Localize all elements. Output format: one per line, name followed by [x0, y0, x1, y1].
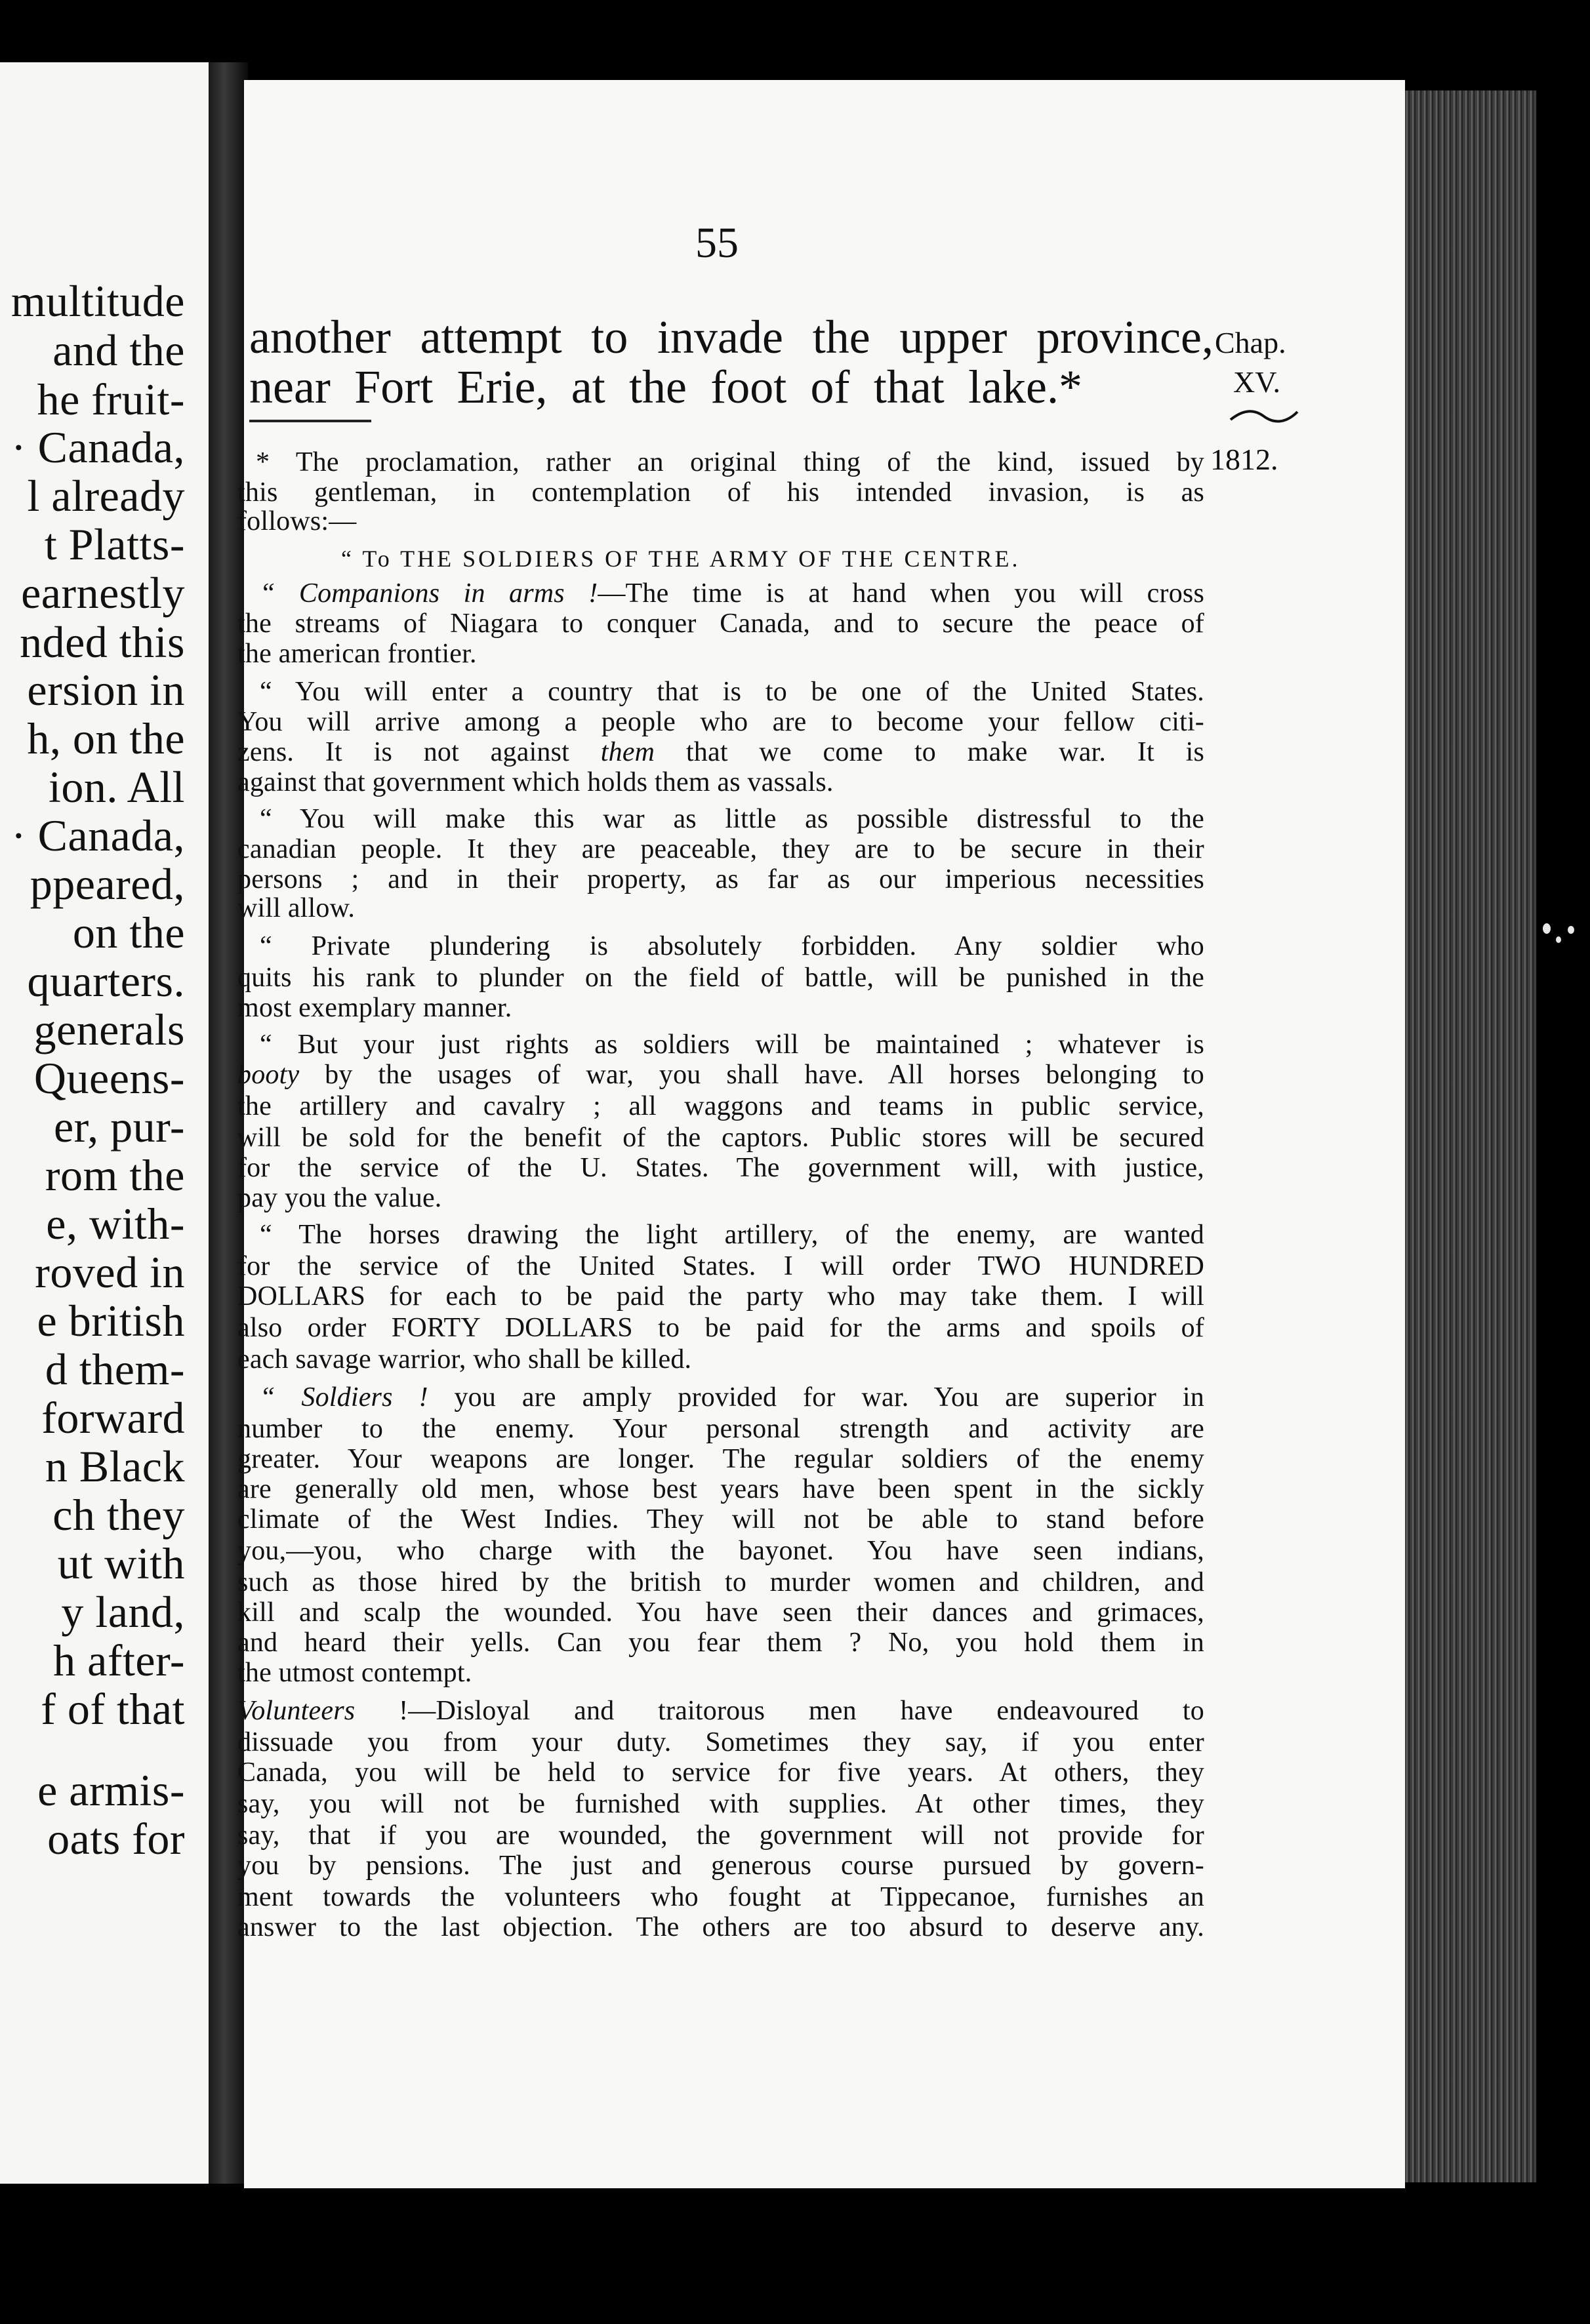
footnote-line: against that government which holds them as vassals.	[237, 767, 834, 797]
footnote-line: you,—you, who charge with the bayonet. You have seen indians,	[237, 1536, 1204, 1566]
body-line-1: another attempt to invade the upper province,	[249, 311, 1213, 363]
left-page-line-fragment: ch they	[52, 1490, 185, 1540]
margin-chapter-label: Chap.	[1215, 326, 1286, 359]
footnote-line: are generally old men, whose best years have been spent in the sickly	[237, 1474, 1204, 1504]
footnote-line: “ But your just rights as soldiers will be maintained ; whatever is	[260, 1030, 1204, 1060]
left-page-line-fragment: l already	[27, 471, 185, 521]
left-page-line-fragment: f of that	[41, 1684, 185, 1734]
page-edges	[1405, 90, 1536, 2182]
left-page-line-fragment: he fruit-	[37, 374, 185, 424]
left-page-line-fragment: multitude	[10, 276, 185, 326]
footnote-line: greater. Your weapons are longer. The regular soldiers of the enemy	[237, 1444, 1204, 1474]
scan-speck	[1543, 923, 1551, 934]
left-page-line-fragment: Queens-	[33, 1053, 185, 1103]
footnote-line: each savage warrior, who shall be killed.	[237, 1344, 692, 1374]
left-page-line-fragment: ion. All	[48, 762, 185, 812]
footnote-line: “ You will enter a country that is to be one of the United States.	[260, 677, 1204, 707]
footnote-line: “ You will make this war as little as possible distressful to the	[260, 804, 1204, 834]
left-page-line-fragment: on the	[72, 908, 185, 957]
footnote-rule	[249, 420, 371, 422]
footnote-line: “ Private plundering is absolutely forbidden. Any soldier who	[260, 931, 1204, 961]
left-page-line-fragment: e armis-	[37, 1765, 185, 1815]
left-page-line-fragment: earnestly	[21, 568, 185, 618]
footnote-line: the artillery and cavalry ; all waggons and teams in public service,	[237, 1091, 1204, 1121]
left-page	[0, 62, 209, 2184]
footnote-line: for the service of the United States. I will order TWO HUNDRED	[237, 1251, 1204, 1281]
left-page-line-fragment: ersion in	[27, 665, 185, 715]
footnote-line: ment towards the volunteers who fought at Tippecanoe, furnishes an	[237, 1882, 1204, 1912]
left-page-line-fragment: oats for	[47, 1814, 185, 1864]
footnote-intro-line: follows:—	[237, 506, 357, 536]
footnote-line: climate of the West Indies. They will not be able to stand before	[237, 1504, 1204, 1534]
footnote-line: “ Soldiers ! you are amply provided for war. You are superior in	[260, 1382, 1204, 1412]
footnote-line: answer to the last objection. The others are too absurd to deserve any.	[237, 1912, 1204, 1942]
left-page-line-fragment: d them-	[45, 1344, 185, 1394]
left-page-line-fragment: n Black	[45, 1441, 185, 1491]
footnote-line: for the service of the U. States. The government will, with justice,	[237, 1153, 1204, 1183]
footnote-line: say, that if you are wounded, the government will not provide for	[237, 1820, 1204, 1851]
footnote-line: the utmost contempt.	[237, 1658, 472, 1688]
left-page-line-fragment: ut with	[57, 1538, 185, 1588]
footnote-line: DOLLARS for each to be paid the party who may take them. I will	[237, 1281, 1204, 1312]
left-page-line-fragment: nded this	[20, 617, 185, 667]
footnote-line: will allow.	[237, 893, 356, 923]
footnote-line: kill and scalp the wounded. You have seen their dances and grimaces,	[237, 1597, 1204, 1628]
footnote-line: also order FORTY DOLLARS to be paid for the arms and spoils of	[237, 1313, 1204, 1343]
left-page-line-fragment: y land,	[61, 1587, 185, 1637]
left-page-line-fragment: e british	[37, 1296, 185, 1346]
footnote-line: zens. It is not against them that we come to make war. It is	[237, 737, 1204, 767]
left-page-line-fragment: quarters.	[27, 956, 185, 1006]
footnote-line: quits his rank to plunder on the field of battle, will be punished in the	[237, 963, 1204, 993]
footnote-line: such as those hired by the british to murder women and children, and	[237, 1567, 1204, 1597]
footnote-line: “ The horses drawing the light artillery, of the enemy, are wanted	[260, 1220, 1204, 1250]
left-page-line-fragment: t Platts-	[44, 519, 185, 569]
footnote-line: will be sold for the benefit of the captors. Public stores will be secured	[237, 1123, 1204, 1153]
footnote-line: and heard their yells. Can you fear them ? No, you hold them in	[237, 1628, 1204, 1658]
footnote-intro-line: this gentleman, in contemplation of his intended invasion, is as	[237, 477, 1204, 508]
left-page-line-fragment: rom the	[45, 1150, 185, 1200]
left-page-line-fragment: e, with-	[46, 1199, 185, 1249]
left-page-line-fragment: h after-	[53, 1635, 185, 1685]
proclamation-heading: “ To THE SOLDIERS OF THE ARMY OF THE CENTRE.	[341, 546, 1021, 572]
left-page-line-fragment: · Canada,	[10, 422, 185, 472]
footnote-line: most exemplary manner.	[237, 993, 512, 1023]
footnote-line: booty by the usages of war, you shall have. All horses belonging to	[237, 1060, 1204, 1090]
footnote-line: You will arrive among a people who are to become your fellow citi-	[237, 707, 1204, 737]
margin-chapter-number: XV.	[1233, 365, 1281, 399]
footnote-line: persons ; and in their property, as far as our imperious necessities	[237, 864, 1204, 894]
body-line-2: near Fort Erie, at the foot of that lake.*	[249, 361, 1082, 413]
left-page-line-fragment: ppeared,	[30, 859, 185, 909]
footnote-line: the streams of Niagara to conquer Canada, and to secure the peace of	[237, 609, 1204, 639]
left-page-line-fragment: generals	[33, 1005, 185, 1054]
footnote-line: the american frontier.	[237, 639, 477, 669]
footnote-line: number to the enemy. Your personal strength and activity are	[237, 1414, 1204, 1444]
left-page-line-fragment: roved in	[35, 1247, 185, 1297]
footnote-line: dissuade you from your duty. Sometimes they say, if you enter	[237, 1727, 1204, 1757]
footnote-line: you by pensions. The just and generous course pursued by govern-	[237, 1851, 1204, 1881]
footnote-line: Canada, you will be held to service for five years. At others, they	[237, 1757, 1204, 1788]
left-page-line-fragment: and the	[52, 325, 185, 375]
left-page-line-fragment: er, pur-	[53, 1102, 185, 1152]
left-page-line-fragment: forward	[41, 1393, 185, 1443]
footnote-line: canadian people. It they are peaceable, they are to be secure in their	[237, 834, 1204, 864]
left-page-line-fragment: · Canada,	[10, 811, 185, 860]
footnote-line: pay you the value.	[237, 1183, 442, 1213]
footnote-line: say, you will not be furnished with supplies. At other times, they	[237, 1789, 1204, 1819]
margin-swash-ornament	[1228, 408, 1300, 425]
footnote-line: Volunteers !—Disloyal and traitorous men have endeavoured to	[237, 1696, 1204, 1726]
footnote-line: “ Companions in arms !—The time is at hand when you will cross	[260, 578, 1205, 609]
margin-year: 1812.	[1210, 443, 1278, 476]
scan-speck	[1556, 936, 1561, 943]
left-page-line-fragment: h, on the	[27, 713, 185, 763]
proclamation-salutation: “ Companions in arms !	[260, 578, 598, 609]
scan-speck	[1568, 926, 1574, 934]
footnote-intro-line: * The proclamation, rather an original thing of the kind, issued by	[256, 447, 1204, 477]
page-number: 55	[695, 219, 739, 267]
